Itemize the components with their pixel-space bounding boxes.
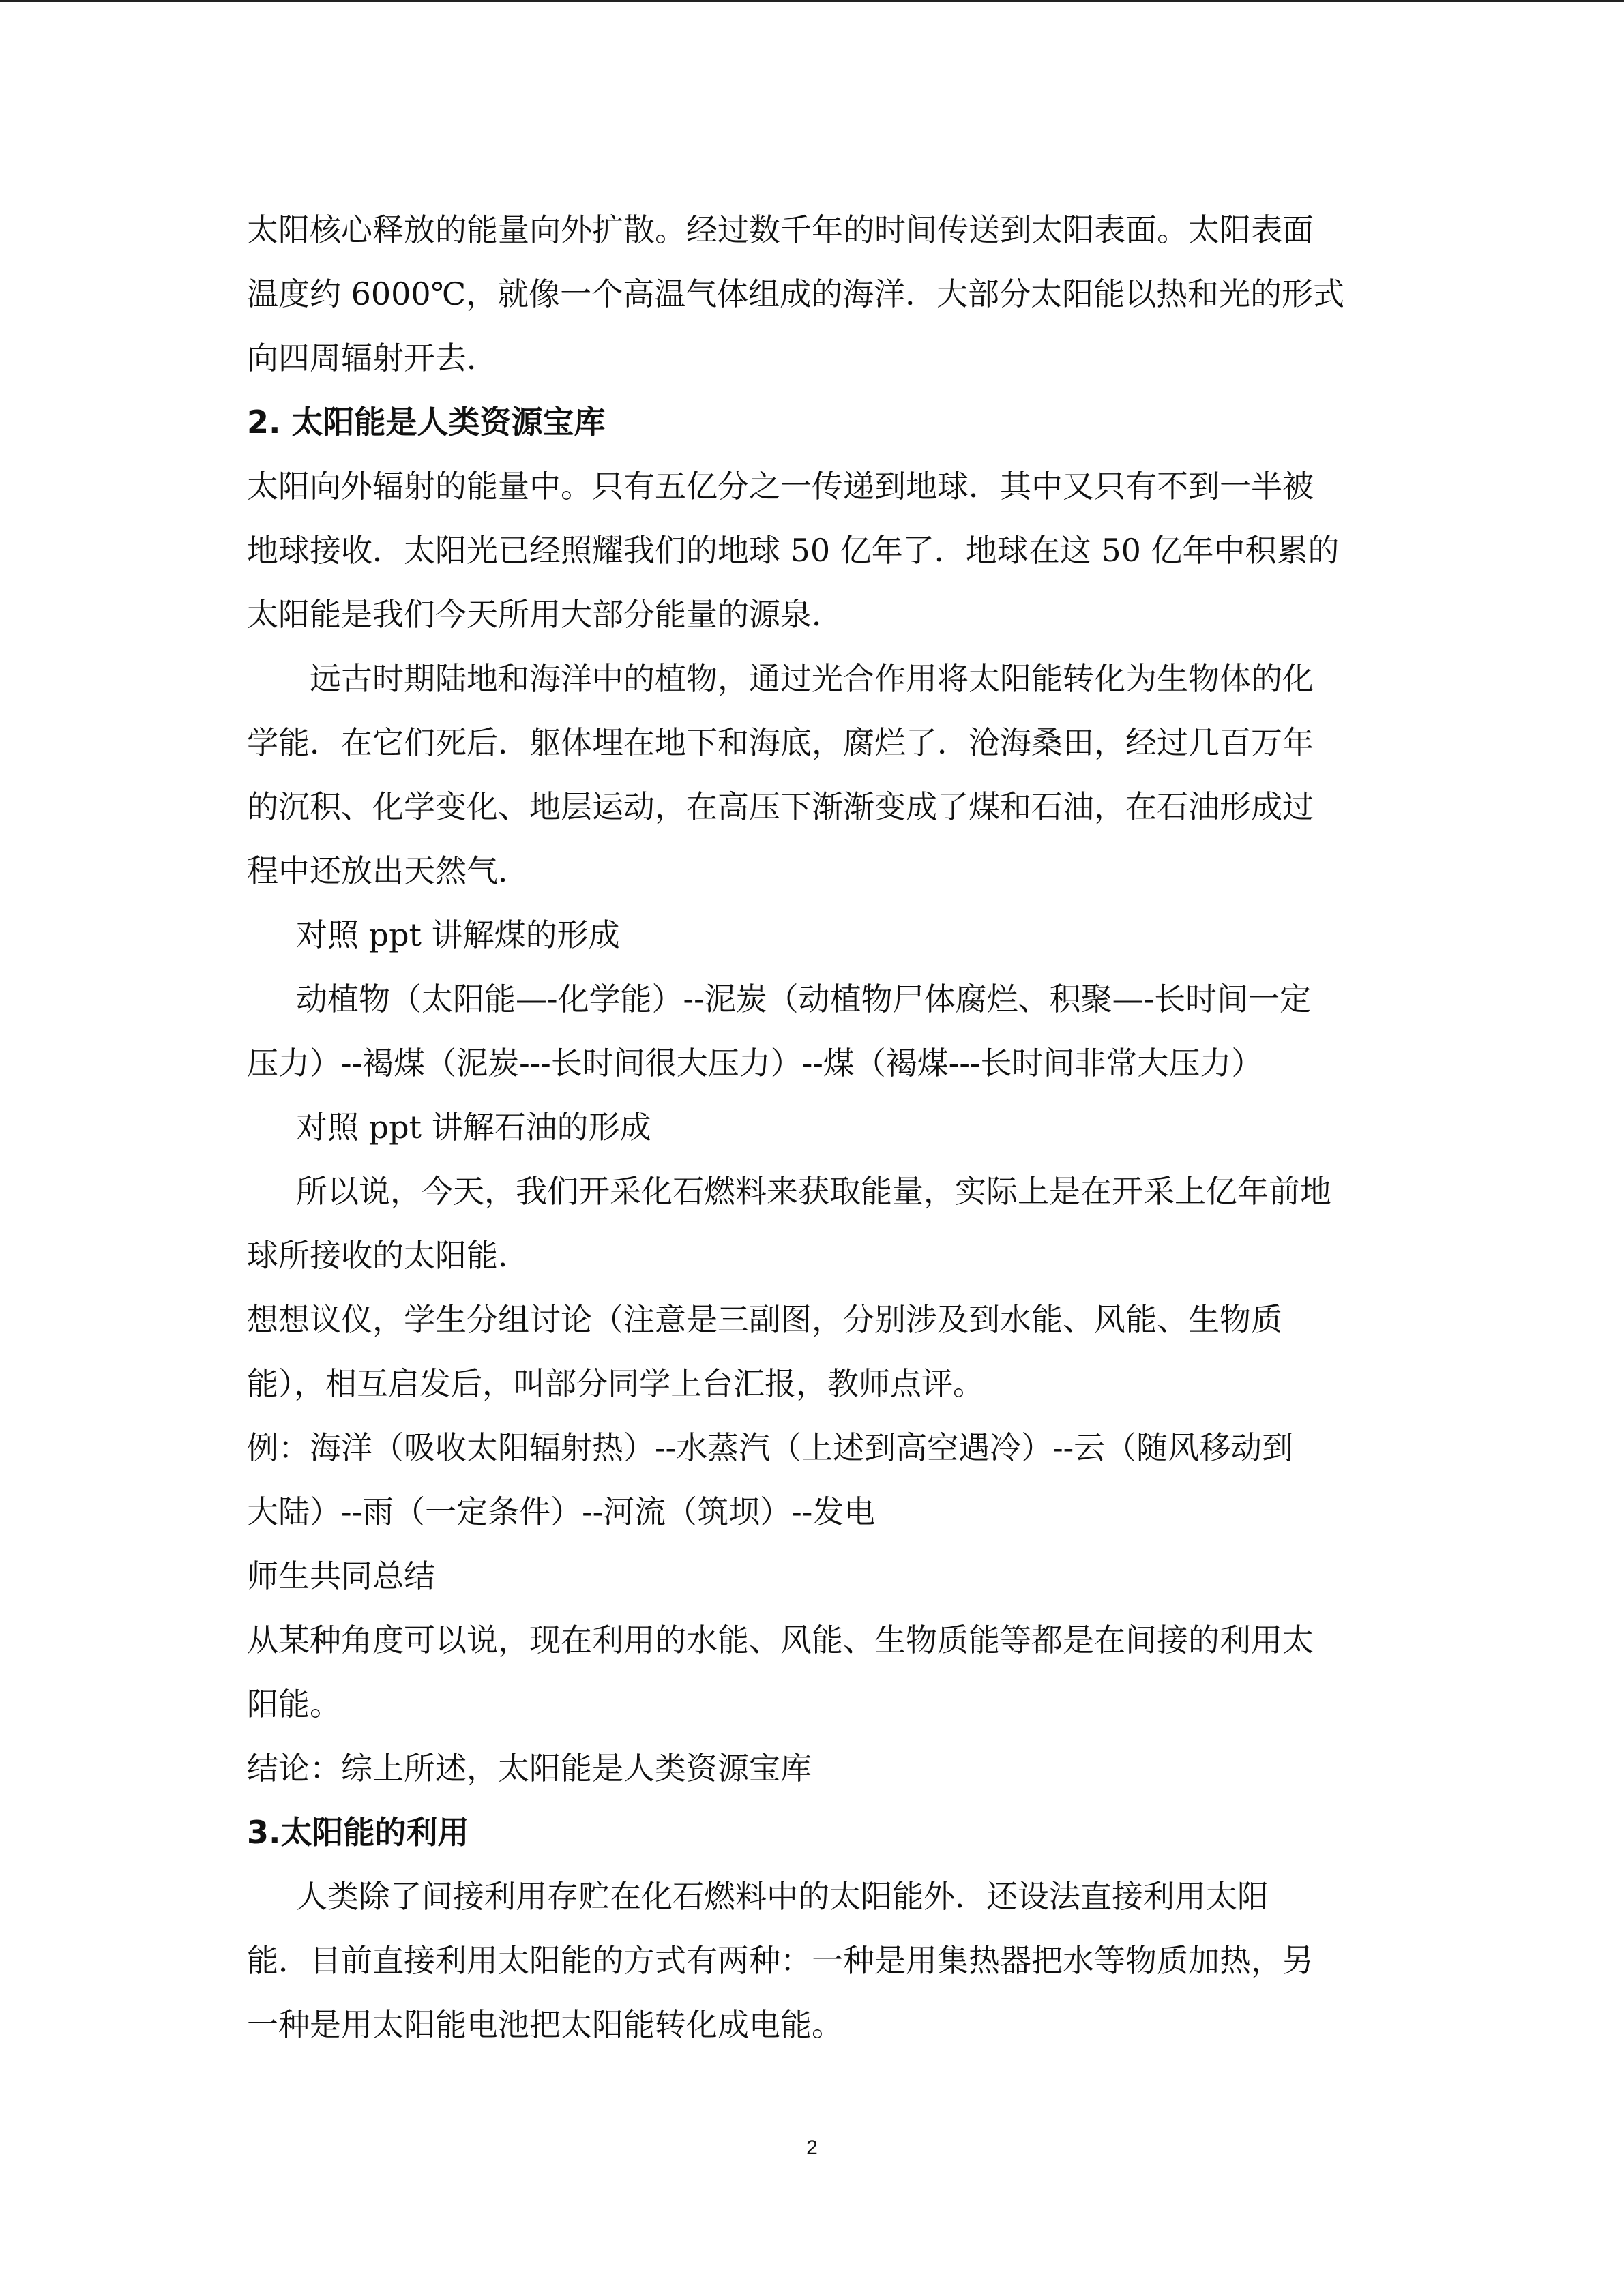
text-line: 对照 ppt 讲解石油的形成 (296, 1109, 651, 1146)
text-line: 想想议仪，学生分组讨论（注意是三副图，分别涉及到水能、风能、生物质 (247, 1301, 1282, 1338)
text-line: 学能．在它们死后．躯体埋在地下和海底，腐烂了．沧海桑田，经过几百万年 (247, 724, 1314, 761)
text-line: 大陆）--雨（一定条件）--河流（筑坝）--发电 (247, 1493, 876, 1530)
text-line: 地球接收．太阳光已经照耀我们的地球 50 亿年了．地球在这 50 亿年中积累的 (247, 532, 1340, 569)
text-line: 一种是用太阳能电池把太阳能转化成电能。 (247, 2006, 843, 2043)
page-top-border (0, 0, 1624, 2)
section-heading-2: 2. 太阳能是人类资源宝库 (247, 404, 606, 441)
text-line: 温度约 6000℃，就像一个高温气体组成的海洋．大部分太阳能以热和光的形式 (247, 275, 1345, 312)
text-line: 例：海洋（吸收太阳辐射热）--水蒸汽（上述到高空遇冷）--云（随风移动到 (247, 1429, 1294, 1466)
text-line: 能．目前直接利用太阳能的方式有两种：一种是用集热器把水等物质加热，另 (247, 1942, 1314, 1979)
text-line: 向四周辐射开去． (247, 340, 498, 376)
text-line: 程中还放出天然气． (247, 852, 529, 889)
text-line: 从某种角度可以说，现在利用的水能、风能、生物质能等都是在间接的利用太 (247, 1622, 1314, 1658)
text-line: 结论：综上所述，太阳能是人类资源宝库 (247, 1750, 812, 1787)
text-line: 能），相互启发后，叫部分同学上台汇报，教师点评。 (247, 1365, 984, 1402)
text-line: 太阳能是我们今天所用大部分能量的源泉． (247, 596, 843, 633)
text-line: 人类除了间接利用存贮在化石燃料中的太阳能外．还设法直接利用太阳 (296, 1878, 1269, 1915)
document-body (247, 198, 1379, 2057)
text-line: 的沉积、化学变化、地层运动，在高压下渐渐变成了煤和石油，在石油形成过 (247, 788, 1314, 825)
text-line: 动植物（太阳能—-化学能）--泥炭（动植物尸体腐烂、积聚—-长时间一定 (296, 981, 1312, 1017)
text-line: 师生共同总结 (247, 1557, 435, 1594)
text-line: 阳能。 (247, 1686, 341, 1723)
section-heading-3: 3.太阳能的利用 (247, 1814, 469, 1851)
page-number: 2 (806, 2136, 818, 2159)
text-line: 球所接收的太阳能． (247, 1237, 529, 1274)
text-line: 压力）--褐煤（泥炭---长时间很大压力）--煤（褐煤---长时间非常大压力） (247, 1045, 1263, 1082)
text-line: 太阳核心释放的能量向外扩散。经过数千年的时间传送到太阳表面。太阳表面 (247, 211, 1314, 248)
text-line: 所以说，今天，我们开采化石燃料来获取能量，实际上是在开采上亿年前地 (296, 1173, 1331, 1210)
text-line: 太阳向外辐射的能量中。只有五亿分之一传递到地球．其中又只有不到一半被 (247, 468, 1314, 505)
text-line: 远古时期陆地和海洋中的植物，通过光合作用将太阳能转化为生物体的化 (310, 660, 1314, 697)
text-line: 对照 ppt 讲解煤的形成 (296, 916, 620, 953)
